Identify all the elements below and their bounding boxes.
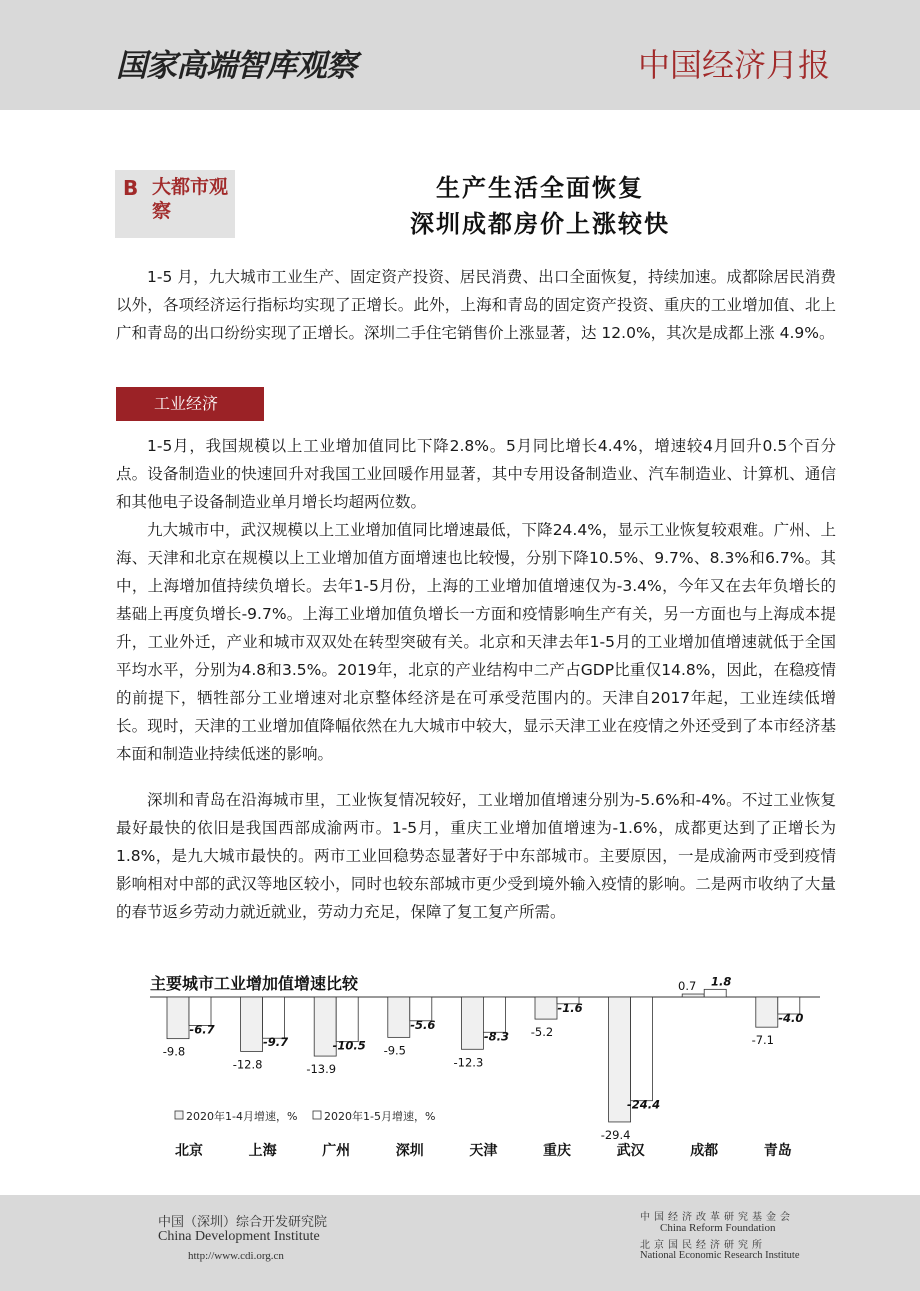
value-label-may-7: 1.8 <box>711 974 732 989</box>
bar-apr-4 <box>461 997 483 1049</box>
footer-neri-name-cn: 北京国民经济研究所 <box>640 1240 766 1251</box>
body-paragraph-2: 九大城市中，武汉规模以上工业增加值同比增速最低，下降24.4%，显示工业恢复较艰难。广州、上海、天津和北京在规模以上工业增加值方面增速也比较慢，分别下降10.5%、9.7%、8.3%和6.7%。其中，上海增加值持续负增长。去年1-5月份，上海的工业增加值增速仅为-3.4%，今年又在去年负增长的基础上再度负增长-9.7%。上海工业增加值负增长一方面和疫情影响生产有关，另一方面也与上海成本提升，工业外迁，产业和城市双双处在转型突破有关。北京和天津去年1-5月的工业增加值增速就低于全国平均水平，分别为4.8和3.5%。2019年，北京的产业结构中二产占GDP比重仅14.8%，因此，在稳疫情的前提下，牺牲部分工业增速对北京整体经济是在可承受范围内的。天津自2017年起，工业连续低增长。现时，天津的工业增加值降幅依然在九大城市中较大，显示天津工业在疫情之外还受到了本市经济基本面和制造业持续低迷的影响。 <box>116 521 836 763</box>
bar-apr-1 <box>241 997 263 1051</box>
intro-paragraph: 1-5 月，九大城市工业生产、固定资产投资、居民消费、出口全面恢复，持续加速。成都除居民消费以外，各项经济运行指标均实现了正增长。此外，上海和青岛的固定资产投资、重庆的工业增加值、北上广和青岛的出口纷纷实现了正增长。深圳二手住宅销售价上涨显著，达 12.0%，其次是成都上涨 4.9%。 <box>116 268 836 342</box>
category-label-2: 广州 <box>322 1143 351 1159</box>
section-name: 大都市观察 <box>152 176 229 222</box>
article-title-line2: 深圳成都房价上涨较快 <box>410 210 670 238</box>
value-label-may-1: -9.7 <box>263 1035 289 1050</box>
bar-may-7 <box>704 989 726 997</box>
bar-may-6 <box>631 997 653 1101</box>
value-label-may-8: -4.0 <box>778 1011 804 1025</box>
bar-apr-8 <box>756 997 778 1027</box>
category-label-7: 成都 <box>690 1143 719 1159</box>
footer-neri-name-en: National Economic Research Institute <box>640 1250 800 1261</box>
value-label-apr-8: -7.1 <box>751 1033 775 1048</box>
value-label-apr-3: -9.5 <box>383 1043 407 1058</box>
brand-logo-text: 国家高端智库观察 <box>116 48 356 84</box>
bar-may-1 <box>263 997 285 1038</box>
legend-label-may: 2020年1-5月增速，% <box>324 1110 436 1123</box>
value-label-apr-6: -29.4 <box>600 1127 631 1142</box>
category-label-6: 武汉 <box>616 1143 645 1159</box>
body-paragraph-1: 1-5月，我国规模以上工业增加值同比下降2.8%。5月同比增长4.4%，增速较4月回升0.5个百分点。设备制造业的快速回升对我国工业回暖作用显著，其中专用设备制造业、汽车制造业、计算机、通信和其他电子设备制造业单月增长均超两位数。 <box>116 437 836 511</box>
body-paragraph-3: 深圳和青岛在沿海城市里，工业恢复情况较好，工业增加值增速分别为-5.6%和-4%。不过工业恢复最好最快的依旧是我国西部成渝两市。1-5月，重庆工业增加值增速为-1.6%，成都更达到了正增长为1.8%，是九大城市最快的。两市工业回稳势态显著好于中东部城市。主要原因，一是成渝两市受到疫情影响相对中部的武汉等地区较小，同时也较东部城市更少受到境外输入疫情的影响。二是两市收纳了大量的春节返乡劳动力就近就业，劳动力充足，保障了复工复产所需。 <box>116 791 836 921</box>
chart-legend <box>175 1109 435 1123</box>
value-label-apr-1: -12.8 <box>232 1057 263 1072</box>
section-letter: B <box>123 176 139 200</box>
footer-crf-name-cn: 中国经济改革研究基金会 <box>640 1212 794 1223</box>
value-label-apr-5: -5.2 <box>530 1025 554 1040</box>
value-label-may-3: -5.6 <box>410 1017 436 1032</box>
bar-may-4 <box>483 997 505 1032</box>
article-title-line1: 生产生活全面恢复 <box>436 174 644 202</box>
footer-crf-name-en: China Reform Foundation <box>660 1222 776 1234</box>
legend-label-apr: 2020年1-4月增速，% <box>186 1110 298 1123</box>
value-label-may-2: -10.5 <box>332 1038 366 1053</box>
category-label-1: 上海 <box>248 1143 277 1159</box>
bar-may-2 <box>336 997 358 1042</box>
legend-swatch-may <box>313 1111 321 1119</box>
footer-cdi-name-en: China Development Institute <box>158 1229 320 1244</box>
bar-may-0 <box>189 997 211 1025</box>
category-label-4: 天津 <box>469 1143 498 1159</box>
category-label-8: 青岛 <box>763 1143 792 1159</box>
footer-cdi-name-cn: 中国（深圳）综合开发研究院 <box>158 1215 328 1230</box>
category-label-5: 重庆 <box>543 1143 571 1159</box>
value-label-may-4: -8.3 <box>483 1029 509 1044</box>
bar-apr-0 <box>167 997 189 1039</box>
value-label-apr-0: -9.8 <box>162 1044 186 1059</box>
bar-apr-5 <box>535 997 557 1019</box>
value-label-may-5: -1.6 <box>557 1000 583 1015</box>
category-label-0: 北京 <box>175 1143 203 1159</box>
value-label-apr-2: -13.9 <box>306 1062 337 1077</box>
subhead-industrial-economy: 工业经济 <box>116 387 264 421</box>
bar-apr-3 <box>388 997 410 1037</box>
value-label-may-0: -6.7 <box>189 1022 215 1037</box>
value-label-apr-4: -12.3 <box>453 1055 484 1070</box>
value-label-apr-7: 0.7 <box>678 979 697 994</box>
footer-cdi-url[interactable]: http://www.cdi.org.cn <box>188 1250 284 1262</box>
report-title: 中国经济月报 <box>637 46 830 84</box>
value-label-may-6: -24.4 <box>627 1097 661 1112</box>
bar-apr-7 <box>682 994 704 997</box>
chart-title: 主要城市工业增加值增速比较 <box>150 974 359 993</box>
page-footer <box>0 1195 920 1291</box>
category-label-3: 深圳 <box>395 1143 424 1159</box>
legend-swatch-apr <box>175 1111 183 1119</box>
